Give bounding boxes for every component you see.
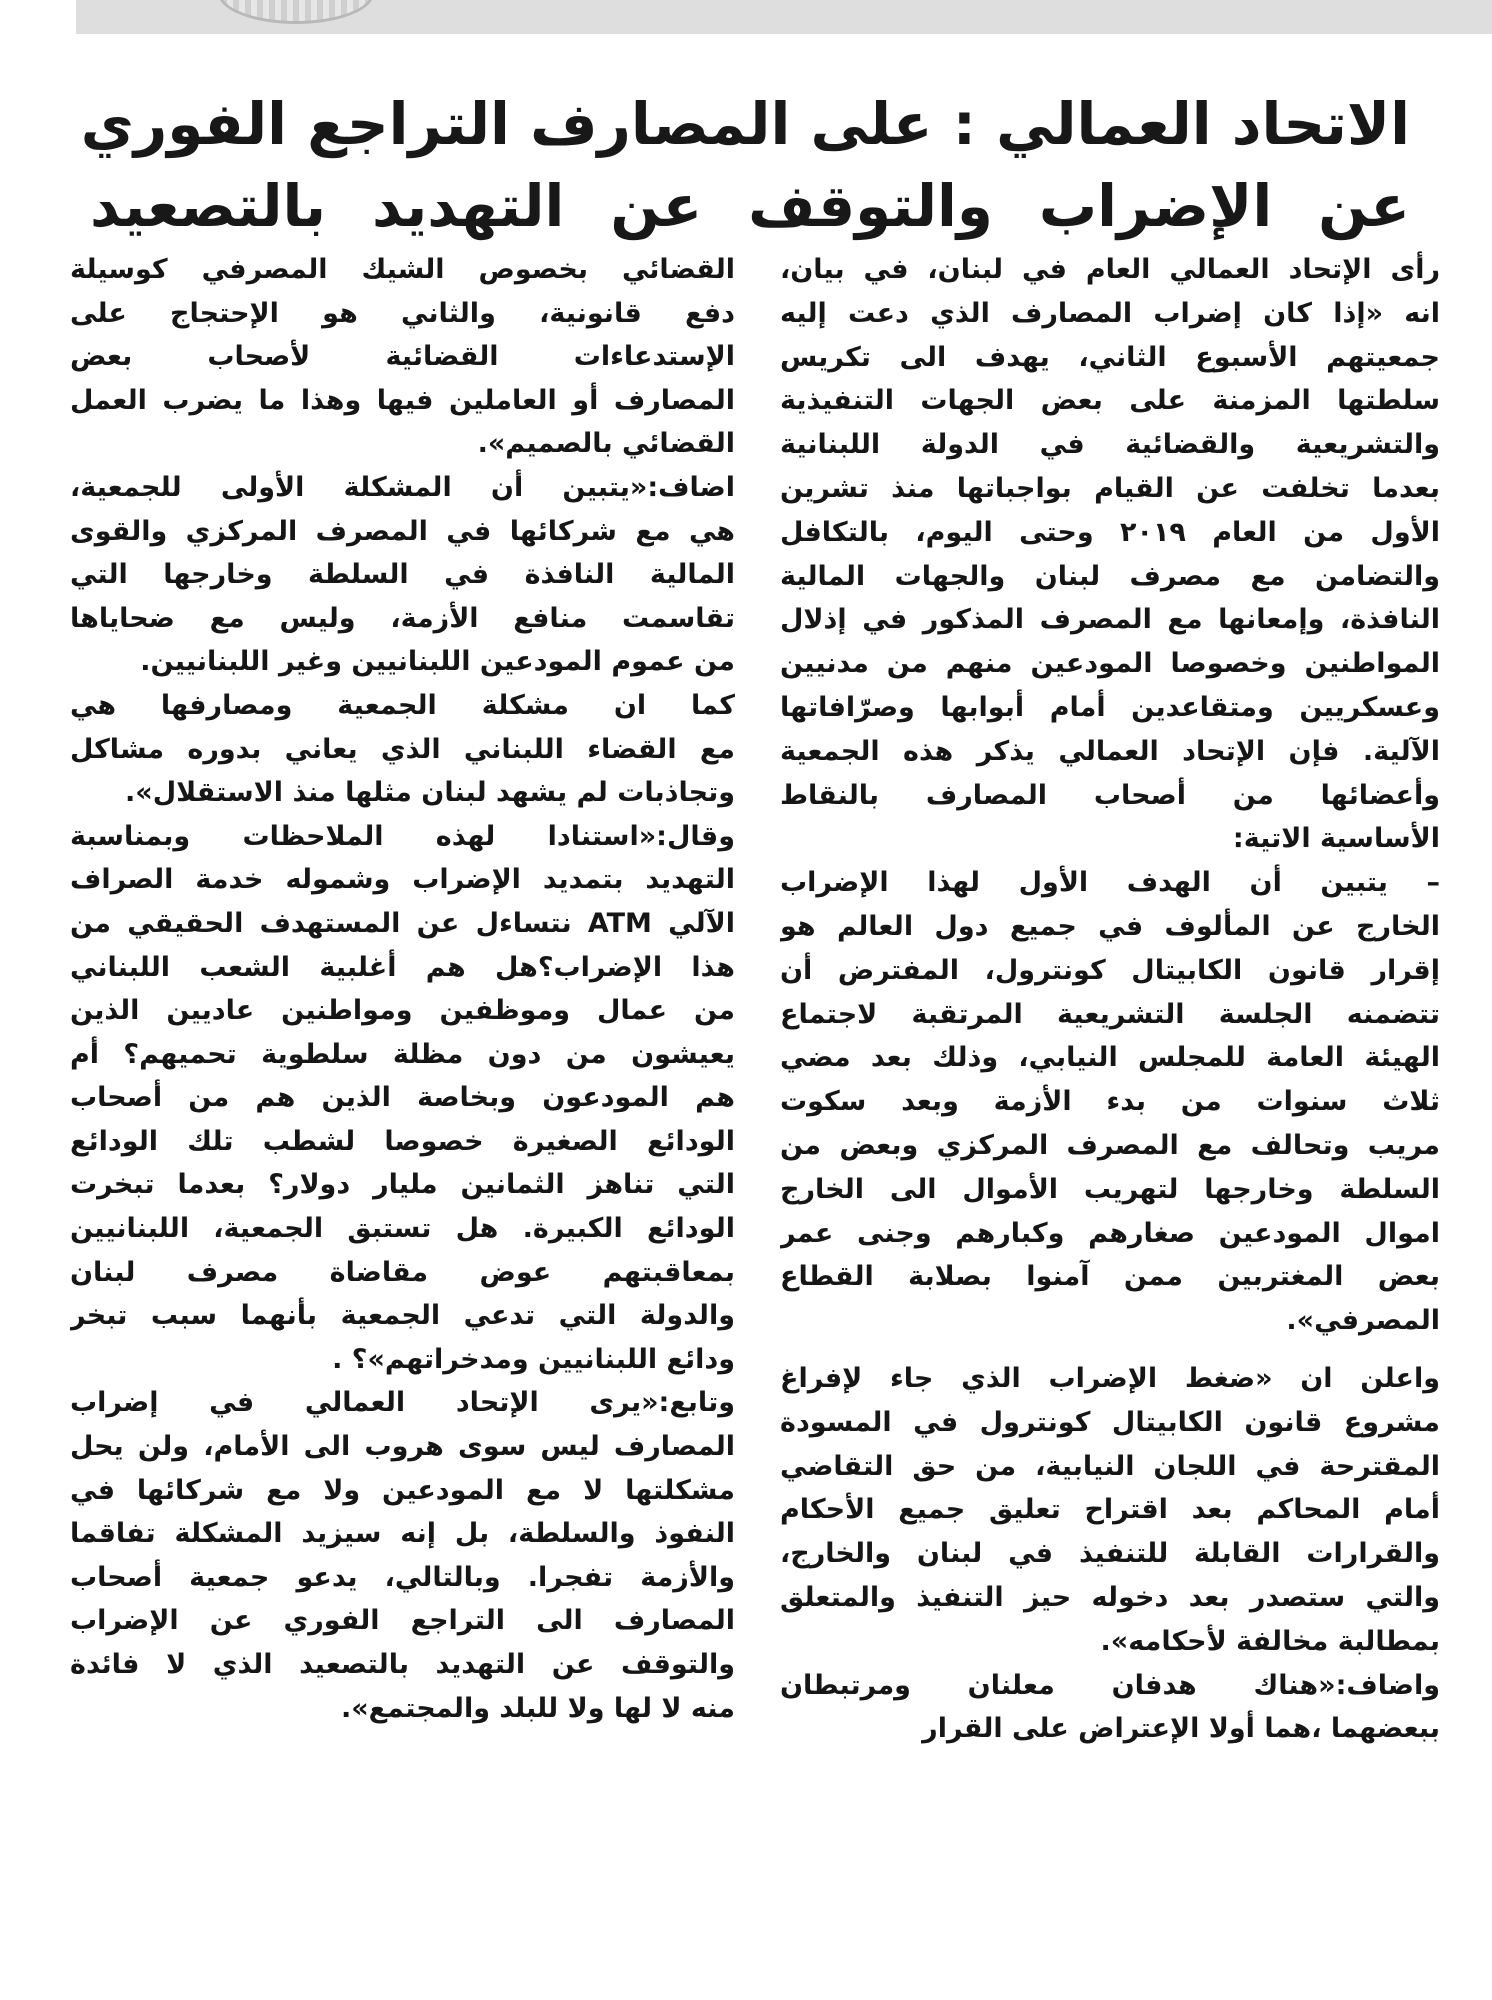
article-line: مشروع قانون الكابيتال كونترول في المسودة [780,1406,1440,1438]
article-line: انه «إذا كان إضراب المصارف الذي دعت إليه [780,297,1440,329]
article-line: دفع قانونية، والثاني هو الإحتجاج على [70,297,735,329]
article-line: هم المودعون وبخاصة الذين هم من أصحاب [70,1082,735,1114]
article-line: هي مع شركائها في المصرف المركزي والقوى [70,515,735,547]
article-line: مريب وتحالف مع المصرف المركزي وبعض من [780,1129,1440,1161]
article-line: الإستدعاءات القضائية لأصحاب بعض [70,341,735,373]
article-line: والتضامن مع مصرف لبنان والجهات المالية [780,560,1440,592]
article-line: من عموم المودعين اللبنانيين وغير اللبنانيين. [140,646,735,678]
article-line: المصارف الى التراجع الفوري عن الإضراب [70,1605,735,1637]
article-line: مع القضاء اللبناني الذي يعاني بدوره مشاكل [70,733,735,765]
article-line: تقاسمت منافع الأزمة، وليس مع ضحاياها [70,602,735,634]
emblem-image [218,0,374,24]
article-line: واعلن ان «ضغط الإضراب الذي جاء لإفراغ [780,1362,1440,1394]
article-line: الآلية. فإن الإتحاد العمالي يذكر هذه الجمعية [780,735,1440,767]
article-line: ودائع اللبنانيين ومدخراتهم»؟ . [332,1343,735,1375]
article-line: رأى الإتحاد العمالي العام في لبنان، في بيان، [780,254,1440,285]
article-line: منه لا لها ولا للبلد والمجتمع». [340,1692,735,1724]
article-line: كما ان مشكلة الجمعية ومصارفها هي [70,689,735,721]
article-line: الأول من العام ٢٠١٩ وحتى اليوم، بالتكافل [780,516,1440,548]
article-line: القضائي بخصوص الشيك المصرفي كوسيلة [70,254,735,285]
article-line: السلطة وخارجها لتهريب الأموال الى الخارج [780,1173,1440,1205]
article-line: تتضمنه الجلسة التشريعية المرتقبة لاجتماع [780,998,1440,1030]
article-line: هذا الإضراب؟هل هم أغلبية الشعب اللبناني [70,951,735,983]
article-line: ثلاث سنوات من بدء الأزمة وبعد سكوت [780,1086,1440,1118]
headline-line-2: عن الإضراب والتوقف عن التهديد بالتصعيد [90,172,1410,241]
article-line: والتوقف عن التهديد بالتصعيد الذي لا فائدة [70,1649,735,1680]
article-line: المالية النافذة في السلطة وخارجها التي [70,559,735,591]
article-line: الأساسية الاتية: [1232,823,1440,855]
article-line: بمطالبة مخالفة لأحكامه». [1100,1625,1440,1657]
article-line: المصرفي». [1286,1305,1440,1337]
article-line: الخارج عن المألوف في جميع دول العالم هو [780,910,1440,942]
article-line: المصارف ليس سوى هروب الى الأمام، ولن يحل [70,1431,735,1463]
paragraph-gap [780,1343,1440,1357]
article-line: والأزمة تفجرا. وبالتالي، يدعو جمعية أصحاب [70,1561,735,1593]
article-line: سلطتها المزمنة على بعض الجهات التنفيذية [780,385,1440,417]
article-line: من عمال وموظفين ومواطنين عاديين الذين [70,995,735,1027]
article-line: الودائع الصغيرة خصوصا لشطب تلك الودائع [70,1125,735,1157]
headline-line-1: الاتحاد العمالي : على المصارف التراجع الفوري [80,90,1410,159]
article-line: بمعاقبتهم عوض مقاضاة مصرف لبنان [70,1256,735,1288]
masthead-band [76,0,1492,34]
article-line: اضاف:«يتبين أن المشكلة الأولى للجمعية، [70,471,735,503]
article-line: والدولة التي تدعي الجمعية بأنهما سبب تبخر [70,1300,735,1332]
article-line: أمام المحاكم بعد اقتراح تعليق جميع الأحكام [780,1494,1440,1526]
article-line: المصارف أو العاملين فيها وهذا ما يضرب العمل [70,384,735,416]
article-line: القضائي بالصميم». [477,428,735,460]
article-line: وعسكريين ومتقاعدين أمام أبوابها وصرّافاتها [780,691,1440,723]
article-line: جمعيتهم الأسبوع الثاني، يهدف الى تكريس [780,341,1440,373]
article-line: يعيشون من دون مظلة سلطوية تحميهم؟ أم [70,1038,735,1070]
article-line: النافذة، وإمعانها مع المصرف المذكور في إذلال [780,604,1440,636]
article-line: الهيئة العامة للمجلس النيابي، وذلك بعد مضي [780,1042,1440,1074]
article-column-left [70,248,735,1988]
article-line: – يتبين أن الهدف الأول لهذا الإضراب [780,867,1440,899]
article-line: وتابع:«يرى الإتحاد العمالي في إضراب [70,1387,735,1419]
article-line: ببعضهما ،هما أولا الإعتراض على القرار [922,1713,1440,1745]
article-line: المواطنين وخصوصا المودعين منهم من مدنيين [780,648,1440,680]
article-line: اموال المودعين صغارهم وكبارهم وجنى عمر [780,1217,1440,1249]
article-line: الودائع الكبيرة. هل تستبق الجمعية، اللبنانيين [70,1213,735,1245]
article-line: مشكلتها لا مع المودعين ولا مع شركائها في [70,1474,735,1506]
article-column-right [780,248,1440,1988]
headline [80,83,1410,247]
article-line: بعض المغتربين ممن آمنوا بصلابة القطاع [780,1261,1440,1293]
article-line: والتشريعية والقضائية في الدولة اللبنانية [780,429,1440,461]
article-line: النفوذ والسلطة، بل إنه سيزيد المشكلة تفاقما [70,1518,735,1550]
article-line: وتجاذبات لم يشهد لبنان مثلها منذ الاستقلال». [125,777,735,809]
article-line: التهديد بتمديد الإضراب وشموله خدمة الصراف [70,864,735,896]
article-line: المقترحة في اللجان النيابية، من حق التقاضي [780,1450,1440,1482]
article-line: وأعضائها من أصحاب المصارف بالنقاط [780,779,1440,811]
article-line: والقرارات القابلة للتنفيذ في لبنان والخارج، [780,1538,1440,1570]
article-line: إقرار قانون الكابيتال كونترول، المفترض أن [780,954,1440,986]
article-line: واضاف:«هناك هدفان معلنان ومرتبطان [780,1669,1440,1701]
article-line: وقال:«استنادا لهذه الملاحظات وبمناسبة [70,820,735,852]
article-line: بعدما تخلفت عن القيام بواجباتها منذ تشرين [780,472,1440,504]
article-line: التي تناهز الثمانين مليار دولار؟ بعدما تبخرت [70,1169,735,1201]
article-line: والتي ستصدر بعد دخوله حيز التنفيذ والمتعلق [780,1581,1440,1613]
article-line: الآلي ATM نتساءل عن المستهدف الحقيقي من [70,907,735,939]
